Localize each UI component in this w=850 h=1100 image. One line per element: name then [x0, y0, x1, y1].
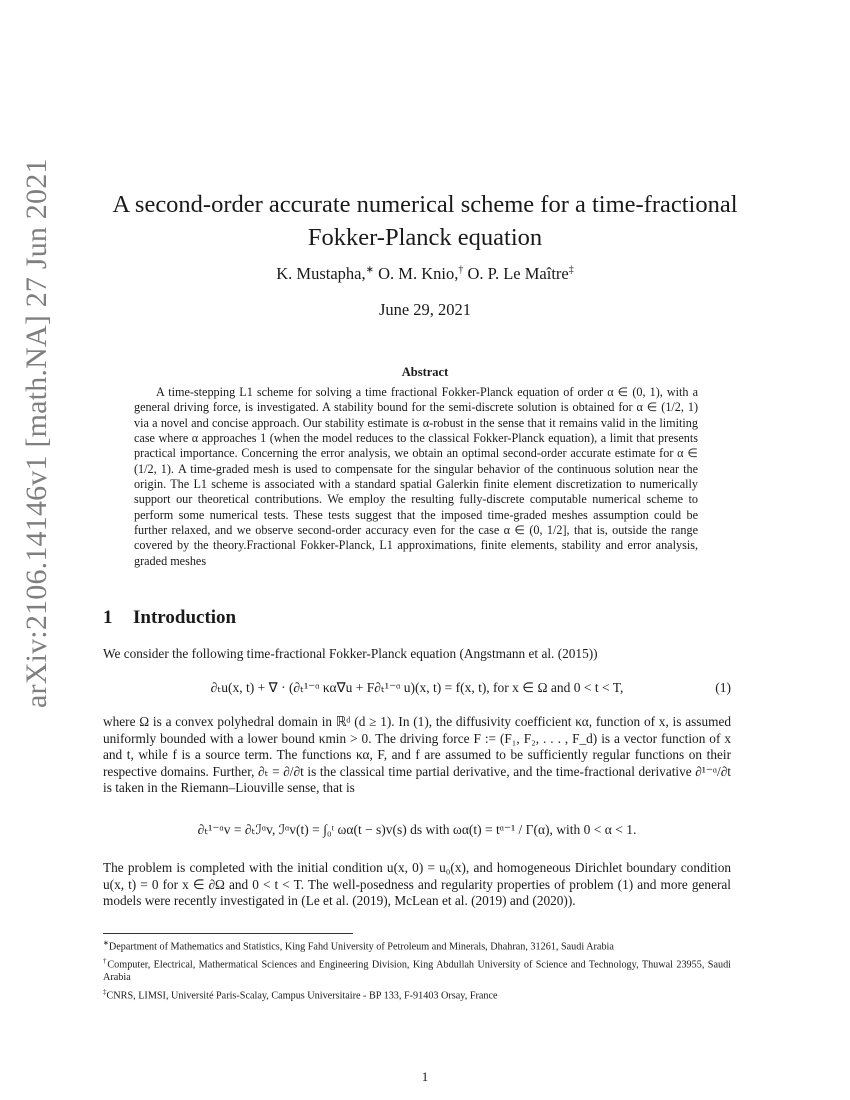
paper-date: June 29, 2021 [378, 300, 472, 319]
footnote-mark: ∗ [103, 939, 109, 947]
abstract-heading: Abstract [401, 365, 449, 379]
footnote [103, 986, 731, 1003]
author-name: O. M. Knio, [378, 264, 459, 283]
page-number: 1 [421, 1069, 429, 1084]
intro-paragraph-1: We consider the following time-fractional Fokker-Planck equation (Angstmann et al. (2015)) [103, 646, 598, 661]
equation-1-number: (1) [715, 680, 731, 695]
footnote-mark: ‡ [103, 987, 107, 996]
section-heading [103, 607, 236, 629]
author-footnote-mark: † [458, 264, 464, 276]
paper-title [60, 188, 790, 254]
author-name: O. P. Le Maître [467, 264, 569, 283]
abstract-text: A time-stepping L1 scheme for solving a time fractional Fokker-Planck equation of order α ∈ (0, 1), with a general driving force, is investigated. A stability bound for the semi-discrete solution is obtained for α ∈ (1/2, 1) via a novel and concise approach. Our stability estimate is α-robust in the sense that it remains valid in the limiting case where α approaches 1 (when the model reduces to the classical Fokker-Planck equation), a limit that presents practical importance. Concerning the error analysis, we obtain an optimal second-order accurate estimate for α ∈ (1/2, 1). A time-graded mesh is used to compensate for the singular behavior of the continuous solution near the origin. The L1 scheme is associated with a standard spatial Galerkin finite element discretization to numerically support our theoretical contributions. We employ the resulting fully-discrete computable numerical scheme to perform some numerical tests. These tests suggest that the imposed time-graded meshes assumption could be further relaxed, and we observe second-order accuracy even for the case α ∈ (0, 1/2], that is, outside the range covered by the theory.Fractional Fokker-Planck, L1 approximations, finite elements, stability and error analysis, graded meshes [134, 385, 698, 568]
equation-2-body: ∂ₜ¹⁻ᵅv = ∂ₜℐᵅv, ℐᵅv(t) = ∫₀ᵗ ωα(t − s)v(s) ds with ωα(t) = tᵅ⁻¹ / Γ(α), with 0 < α < 1. [197, 822, 637, 837]
intro-paragraph-2: where Ω is a convex polyhedral domain in ℝᵈ (d ≥ 1). In (1), the diffusivity coefficient κα, function of x, is assumed uniformly bounded with a lower bound κmin > 0. The driving force F := (F₁, F₂, . . . , F_d) is a vector function of x and t, while f is a source term. The functions κα, F, and f are assumed to be sufficiently regular functions on their respective domains. Further, ∂ₜ = ∂/∂t is the classical time partial derivative, and the time-fractional derivative ∂¹⁻ᵅ/∂t is taken in the Riemann–Liouville sense, that is [103, 714, 731, 796]
footnote-text: CNRS, LIMSI, Université Paris-Scalay, Campus Universitaire - BP 133, F-91403 Orsay, France [106, 989, 498, 1001]
section-number: 1 [103, 607, 113, 628]
author-list [60, 264, 790, 284]
footnotes [103, 937, 731, 1004]
author-footnote-mark: ∗ [365, 264, 374, 276]
author-name: K. Mustapha, [276, 264, 366, 283]
author-footnote-mark: ‡ [568, 264, 574, 276]
footnote [103, 937, 731, 954]
title-line-2: Fokker-Planck equation [307, 224, 543, 251]
intro-paragraph-3: The problem is completed with the initial condition u(x, 0) = u₀(x), and homogeneous Dirichlet boundary condition u(x, t) = 0 for x ∈ ∂Ω and 0 < t < T. The well-posedness and regularity properties of problem (1) and more general models were recently investigated in (Le et al. (2019), McLean et al. (2019) and (2020)). [103, 860, 731, 909]
title-line-1: A second-order accurate numerical scheme for a time-fractional [112, 191, 738, 218]
section-title: Introduction [133, 607, 237, 628]
footnote-divider [103, 933, 353, 934]
footnote [103, 955, 731, 985]
footnote-text: Computer, Electrical, Mathermatical Sciences and Engineering Division, King Abdullah University of Science and Technology, Thuwal 23955, Saudi Arabia [103, 959, 732, 983]
arxiv-id-text: arXiv:2106.14146v1 [math.NA] 27 Jun 2021 [20, 158, 53, 708]
footnote-text: Department of Mathematics and Statistics, King Fahd University of Petroleum and Minerals, Dhahran, 31261, Saudi Arabia [108, 941, 614, 953]
footnote-mark: † [103, 956, 108, 965]
equation-1-body: ∂ₜu(x, t) + ∇ · (∂ₜ¹⁻ᵅ κα∇u + F∂ₜ¹⁻ᵅ u)(x, t) = f(x, t), for x ∈ Ω and 0 < t < T, [210, 680, 624, 695]
